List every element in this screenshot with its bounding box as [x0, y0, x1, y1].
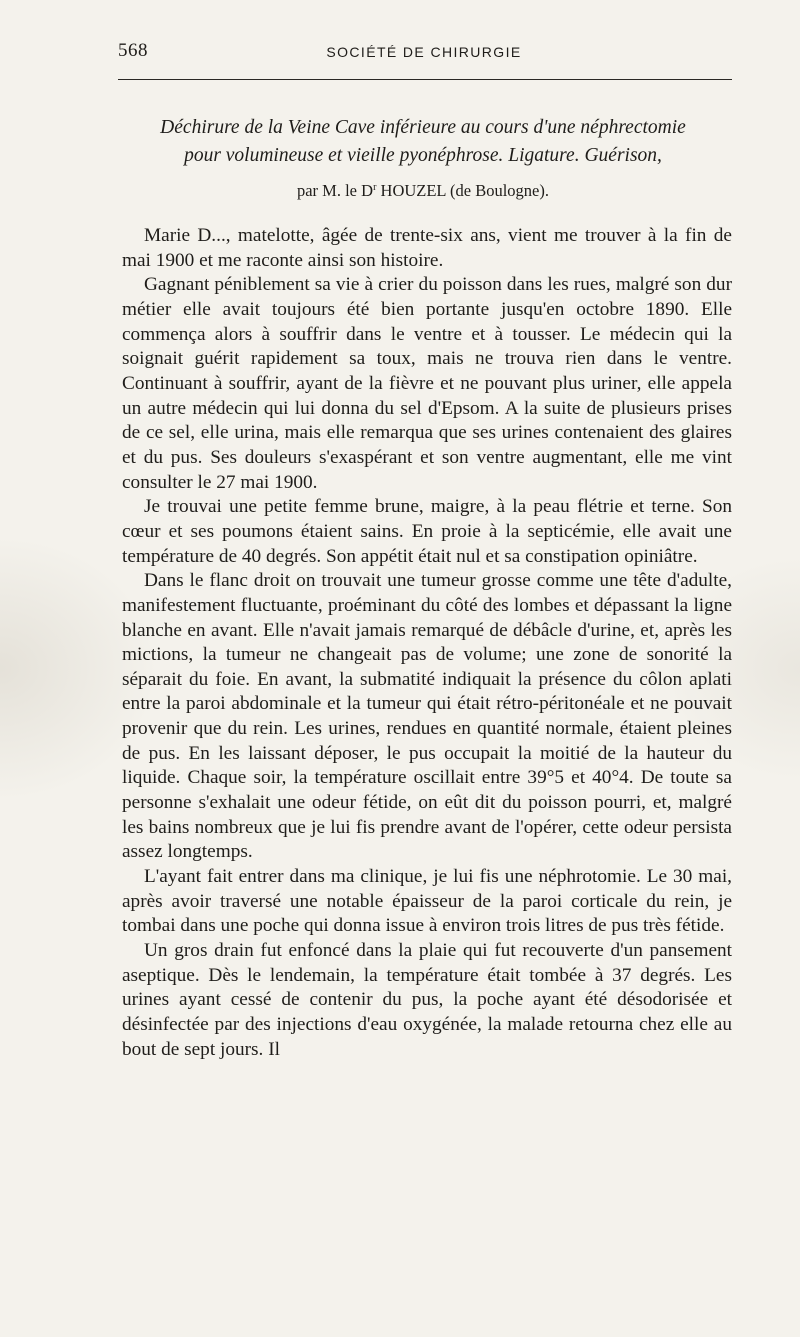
byline-superscript: r: [373, 182, 377, 193]
byline-suffix: HOUZEL (de Boulogne).: [376, 181, 550, 200]
header-rule: [118, 79, 732, 80]
page-header: [118, 40, 730, 70]
paragraph: L'ayant fait entrer dans ma clinique, je lui fis une néphrotomie. Le 30 mai, après avoir traversé une notable épaisseur de la paroi corticale du rein, je tombai dans une poche qui donna issue à environ trois litres de pus très fétide.: [122, 866, 732, 937]
paragraph: Marie D..., matelotte, âgée de trente-six ans, vient me trouver à la fin de mai 1900 et me raconte ainsi son histoire.: [122, 225, 732, 271]
author-byline: [100, 176, 746, 203]
paragraph: Un gros drain fut enfoncé dans la plaie qui fut recouverte d'un pansement aseptique. Dès le lendemain, la température était tombée à 37 degrés. Les urines ayant cessé de contenir du pus, la poche ayant été désodorisée et désinfectée par des injections d'eau oxygénée, la malade retourna chez elle au bout de sept jours. Il: [122, 940, 732, 1060]
article-body: [122, 224, 732, 1062]
byline-prefix: par M. le D: [296, 181, 374, 200]
paragraph: Je trouvai une petite femme brune, maigre, à la peau flétrie et terne. Son cœur et ses poumons étaient sains. En proie à la septicémie, elle avait une température de 40 degrés. Son appétit était nul et sa constipation opiniâtre.: [122, 496, 732, 567]
article-title: [100, 114, 746, 170]
paragraph: Gagnant péniblement sa vie à crier du poisson dans les rues, malgré son dur métier elle avait toujours été bien portante jusqu'en octobre 1890. Elle commença alors à souffrir dans le ventre et à tousser. Le médecin qui la soignait guérit rapidement sa toux, mais ne trouva rien dans le ventre. Continuant à souffrir, ayant de la fièvre et ne pouvant plus uriner, elle appela un autre médecin qui lui donna du sel d'Epsom. A la suite de plusieurs prises de ce sel, elle urina, mais elle remarqua que ses urines contenaient des glaires et du pus. Ses douleurs s'exaspérant et son ventre augmentant, elle me vint consulter le 27 mai 1900.: [122, 274, 732, 493]
page-number: 568: [118, 40, 148, 61]
paragraph: Dans le flanc droit on trouvait une tumeur grosse comme une tête d'adulte, manifestement fluctuante, proéminant du côté des lombes et dépassant la ligne blanche en avant. Elle n'avait jamais remarqué de débâcle d'urine, et, après les mictions, la tumeur ne changeait pas de volume; une zone de sonorité la séparait du foie. En avant, la submatité indiquait la présence du côlon aplati entre la paroi abdominale et la tumeur qui était rétro-péritonéale et ne pouvait provenir que du rein. Les urines, rendues en quantité normale, étaient pleines de pus. En les laissant déposer, le pus occupait la moitié de la hauteur du liquide. Chaque soir, la température oscillait entre 39°5 et 40°4. De toute sa personne s'exhalait une odeur fétide, on eût dit du poisson pourri, et, malgré les bains nombreux que je lui fis prendre avant de l'opérer, cette odeur persista assez longtemps.: [122, 570, 732, 863]
running-head: SOCIÉTÉ DE CHIRURGIE: [326, 44, 522, 60]
article-title-line-1: Déchirure de la Veine Cave inférieure au cours d'une néphrectomie: [160, 117, 686, 138]
article-title-line-2: pour volumineuse et vieille pyonéphrose. Ligature. Guérison,: [184, 145, 662, 166]
